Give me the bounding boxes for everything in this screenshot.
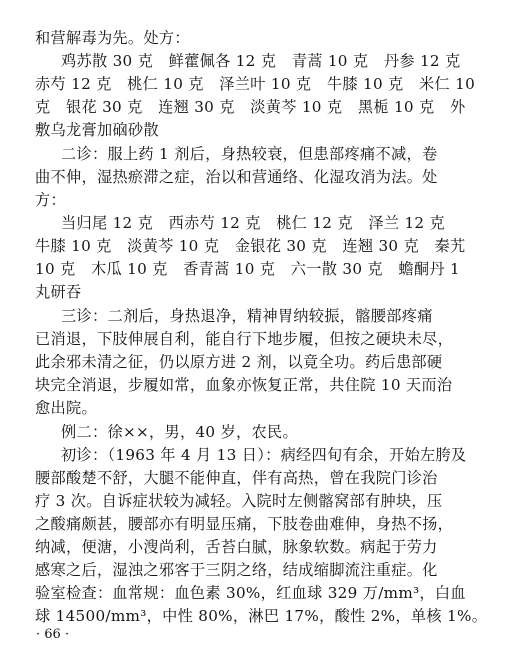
- text-line: 已消退，下肢伸展自利，能自行下地步履，但按之硬块未尽，: [35, 330, 454, 348]
- text-line: 10 克 木瓜 10 克 香青蒿 10 克 六一散 30 克 蟾酮丹 1: [35, 260, 460, 278]
- text-line: 此余邪未清之征，仍以原方进 2 剂，以竟全功。药后患部硬: [35, 353, 443, 371]
- text-line: 和营解毒为先。处方：: [35, 29, 190, 47]
- text-line: 愈出院。: [35, 399, 97, 417]
- text-line: 例二：徐××，男，40 岁，农民。: [61, 423, 298, 441]
- text-line: 感寒之后，湿浊之邪客于三阴之络，结成缩脚流注重症。化: [35, 561, 438, 579]
- text-line: 验室检查：血常规：血色素 30%，红血球 329 万/mm³，白血: [35, 584, 466, 602]
- text-line: 当归尾 12 克 西赤芍 12 克 桃仁 12 克 泽兰 12 克: [61, 214, 446, 232]
- text-line: 牛膝 10 克 淡黄芩 10 克 金银花 30 克 连翘 30 克 秦艽: [35, 237, 466, 255]
- text-line: 鸡苏散 30 克 鲜藿佩各 12 克 青蒿 10 克 丹参 12 克: [61, 52, 461, 70]
- text-line: 方：: [35, 191, 66, 209]
- text-line: 克 银花 30 克 连翘 30 克 淡黄芩 10 克 黑栀 10 克 外: [35, 98, 466, 116]
- text-line: 腰部酸楚不舒，大腿不能伸直，伴有高热，曾在我院门诊治: [35, 469, 438, 487]
- text-line: 之酸痛颇甚，腰部亦有明显压痛，下肢卷曲难伸，身热不扬，: [35, 515, 454, 533]
- text-line: 二诊：服上药 1 剂后，身热较衰，但患部疼痛不减，卷: [61, 145, 438, 163]
- text-line: 疗 3 次。自诉症状较为减轻。入院时左侧髂窝部有肿块，压: [35, 492, 443, 510]
- text-line: 曲不伸，湿热瘀滞之症，治以和营通络、化湿攻消为法。处: [35, 168, 438, 186]
- text-line: 纳减，便溏，小溲尚利，舌苔白腻，脉象软数。病起于劳力: [35, 538, 438, 556]
- page-number: · 66 ·: [36, 627, 70, 642]
- text-line: 丸研吞: [35, 283, 82, 301]
- text-line: 块完全消退，步履如常，血象亦恢复正常，共住院 10 天而治: [35, 376, 453, 394]
- text-line: 敷乌龙膏加硇砂散: [35, 121, 159, 139]
- text-line: 赤芍 12 克 桃仁 10 克 泽兰叶 10 克 牛膝 10 克 米仁 10: [35, 75, 476, 93]
- text-line: 球 14500/mm³，中性 80%，淋巴 17%，酸性 2%，单核 1%。: [35, 607, 488, 625]
- text-line: 初诊：（1963 年 4 月 13 日）：病经四旬有余，开始左胯及: [61, 446, 467, 464]
- text-line: 三诊：二剂后，身热退净，精神胃纳较振，髂腰部疼痛: [61, 307, 433, 325]
